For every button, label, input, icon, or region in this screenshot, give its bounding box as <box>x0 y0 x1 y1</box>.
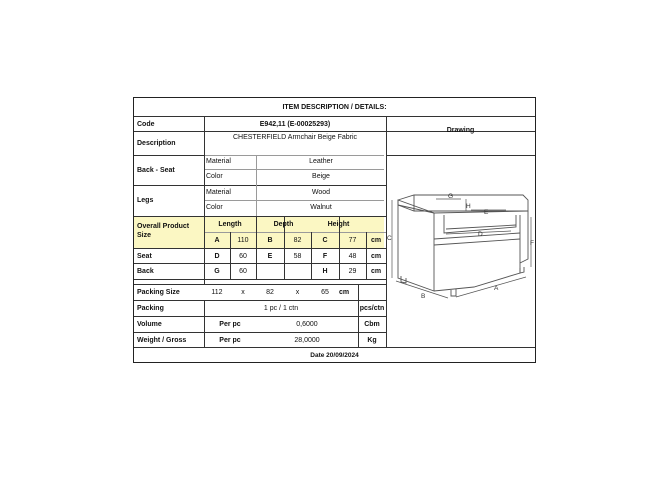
legs-material-label: Material <box>206 189 231 196</box>
volume-per: Per pc <box>219 321 241 328</box>
diagram-label-a: A <box>494 285 499 292</box>
back-seat-color-label: Color <box>206 173 223 180</box>
diagram-label-h: H <box>466 203 471 210</box>
packing-size-unit: cm <box>338 289 350 296</box>
seat-depth-value: 58 <box>293 253 302 260</box>
length-header: Length <box>218 221 242 228</box>
diagram-label-g: G <box>448 193 454 200</box>
weight-unit: Kg <box>367 337 377 344</box>
packing-length: 112 <box>211 289 223 296</box>
armchair-diagram <box>386 155 535 305</box>
date-text: Date 20/09/2024 <box>310 352 359 359</box>
height-header: Height <box>327 221 350 228</box>
diagram-label-d: D <box>478 231 483 238</box>
packing-value: 1 pc / 1 ctn <box>263 305 299 312</box>
seat-depth-key: E <box>267 253 273 260</box>
packing-label: Packing <box>137 305 164 312</box>
sheet-title: ITEM DESCRIPTION / DETAILS: <box>282 104 387 111</box>
volume-unit: Cbm <box>364 321 380 328</box>
legs-material: Wood <box>311 189 331 196</box>
overall-length-key: A <box>214 237 220 244</box>
legs-label: Legs <box>137 197 154 204</box>
item-spec-sheet <box>133 97 536 363</box>
weight-value: 28,0000 <box>294 337 320 344</box>
seat-label: Seat <box>137 253 152 260</box>
back-seat-label: Back - Seat <box>137 167 175 174</box>
overall-height-key: C <box>322 237 328 244</box>
packing-height: 65 <box>321 289 329 296</box>
overall-size-label: Overall Product Size <box>137 223 190 239</box>
seat-length-key: D <box>214 253 220 260</box>
volume-label: Volume <box>137 321 162 328</box>
weight-label: Weight / Gross <box>137 337 187 344</box>
code-label: Code <box>137 121 155 128</box>
packing-x2: x <box>295 289 300 296</box>
back-label: Back <box>137 268 154 275</box>
drawing-label: Drawing <box>446 127 475 134</box>
back-height-key: H <box>322 268 328 275</box>
legs-color-label: Color <box>206 204 223 211</box>
seat-height-key: F <box>322 253 328 260</box>
overall-depth-key: B <box>267 237 273 244</box>
back-length-key: G <box>214 268 220 275</box>
diagram-label-b: B <box>421 293 426 300</box>
description-value: CHESTERFIELD Armchair Beige Fabric <box>232 134 358 141</box>
volume-value: 0,6000 <box>296 321 318 328</box>
overall-unit: cm <box>370 237 382 244</box>
back-height-value: 29 <box>348 268 357 275</box>
back-seat-material: Leather <box>309 158 333 165</box>
packing-depth: 82 <box>266 289 274 296</box>
description-label: Description <box>137 140 176 147</box>
overall-depth-value: 82 <box>293 237 302 244</box>
diagram-label-e: E <box>484 209 489 216</box>
depth-header: Depth <box>273 221 294 228</box>
seat-length-value: 60 <box>239 253 247 260</box>
diagram-label-c: C <box>387 235 392 242</box>
legs-color: Walnut <box>310 204 332 211</box>
packing-x1: x <box>241 289 245 296</box>
seat-height-value: 48 <box>348 253 357 260</box>
overall-length-value: 110 <box>237 237 249 244</box>
weight-per: Per pc <box>219 337 241 344</box>
seat-unit: cm <box>370 253 382 260</box>
code-value: E942,11 (E-00025293) <box>259 121 331 128</box>
overall-height-value: 77 <box>348 237 357 244</box>
packing-unit: pcs/ctn <box>359 305 385 312</box>
back-length-value: 60 <box>239 268 247 275</box>
packing-size-label: Packing Size <box>137 289 180 296</box>
back-seat-color: Beige <box>312 173 330 180</box>
back-seat-material-label: Material <box>206 158 231 165</box>
diagram-label-f: F <box>530 240 534 247</box>
back-unit: cm <box>370 268 382 275</box>
